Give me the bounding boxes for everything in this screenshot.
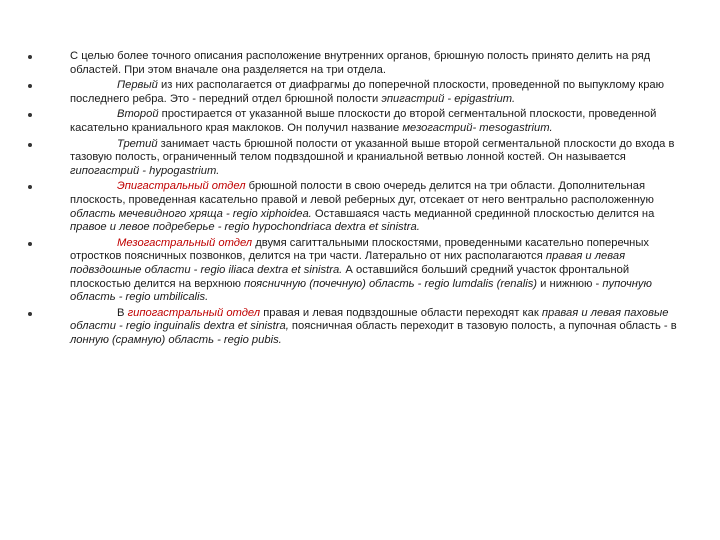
bullet-icon xyxy=(28,113,32,117)
paragraph-text: брюшной полости в свою очередь делится на три области. Дополнительная плоскость, проведенная касательно правой и левой реберных дуг, отсекает от него вентрально расположенную xyxy=(70,180,654,206)
list-item xyxy=(28,108,688,135)
term-third: Третий xyxy=(117,137,158,150)
paragraph-text: В xyxy=(117,306,128,319)
list-item xyxy=(28,138,688,179)
term-hypochondria: правое и левое подреберье - regio hypochondriaca dextra et sinistra. xyxy=(70,221,420,234)
paragraph-text: правая и левая подвздошные области переходят как xyxy=(260,306,542,319)
term-lumbar-region: поясничную (почечную) область - regio lumdalis (renalis) xyxy=(244,277,538,290)
paragraph-text: двумя сагиттальными плоскостями, проведенными касательно поперечных отростков поясничных позвонков, делится на три части. Латерально от них располагаются xyxy=(70,236,649,263)
term-first: Первый xyxy=(117,79,158,92)
bullet-icon xyxy=(28,312,32,316)
term-mesogastrium: мезогастрий- mesogastrium. xyxy=(402,121,553,134)
bullet-icon xyxy=(28,84,32,88)
term-inguinal-regions: правая и левая паховые области - regio inguinalis dextra et sinistra, xyxy=(70,306,669,333)
paragraph-text: Оставшаяся часть медианной срединной плоскостью делится на xyxy=(311,207,655,220)
list-item xyxy=(28,79,688,106)
paragraph-text: А оставшийся больший средний участок фронтальной плоскостью делится на верхнюю xyxy=(70,263,630,290)
paragraph-text: из них располагается от диафрагмы до поперечной плоскости, проведенной по выпуклому краю последнего ребра. Это - передний отдел брюшной полости xyxy=(70,79,665,105)
list-item xyxy=(28,50,688,77)
term-iliac-regions: правая и левая подвздошные области - regio iliaca dextra et sinistra. xyxy=(70,250,626,276)
term-pubic-region: лонную (срамную) область - regio pubis. xyxy=(70,333,282,346)
paragraph-text: поясничная область переходит в тазовую полость, а пупочная область - в xyxy=(288,320,677,333)
bullet-icon xyxy=(28,55,32,59)
bullet-icon xyxy=(28,242,32,246)
term-hypogastric-section: гипогастральный отдел xyxy=(127,306,261,319)
list-item xyxy=(28,237,688,305)
paragraph-text: простирается от указанной выше плоскости до второй сегментальной плоскости, проведенной касательно краниального края маклоков. Он получил название xyxy=(70,108,657,134)
term-hypogastrium: гипогастрий - hypogastrium. xyxy=(70,164,220,177)
term-second: Второй xyxy=(117,108,159,121)
list-item xyxy=(28,307,688,348)
bullet-icon xyxy=(28,185,32,189)
paragraph-text: С целью более точного описания расположение внутренних органов, брюшную полость принято делить на ряд областей. При этом вначале она разделяется на три отдела. xyxy=(70,50,651,76)
term-umbilical-region: пупочную область - regio umbilicalis. xyxy=(70,277,652,304)
term-epigastric-section: Эпигастральный отдел xyxy=(117,180,246,193)
term-epigastrium: эпигастрий - epigastrium. xyxy=(381,92,516,105)
bullet-list xyxy=(28,50,688,349)
paragraph-text: занимает часть брюшной полости от указанной выше второй сегментальной плоскости до входа в тазовую полость, ограниченный телом подвздошной и краниальной ветвью лонной костей. Он называется xyxy=(70,137,675,164)
paragraph-text: и нижнюю - xyxy=(537,277,603,290)
term-xiphoid-region: область мечевидного хряща - regio xiphoidea. xyxy=(70,207,312,220)
list-item xyxy=(28,180,688,234)
bullet-icon xyxy=(28,143,32,147)
term-mesogastric-section: Мезогастральный отдел xyxy=(117,236,253,249)
